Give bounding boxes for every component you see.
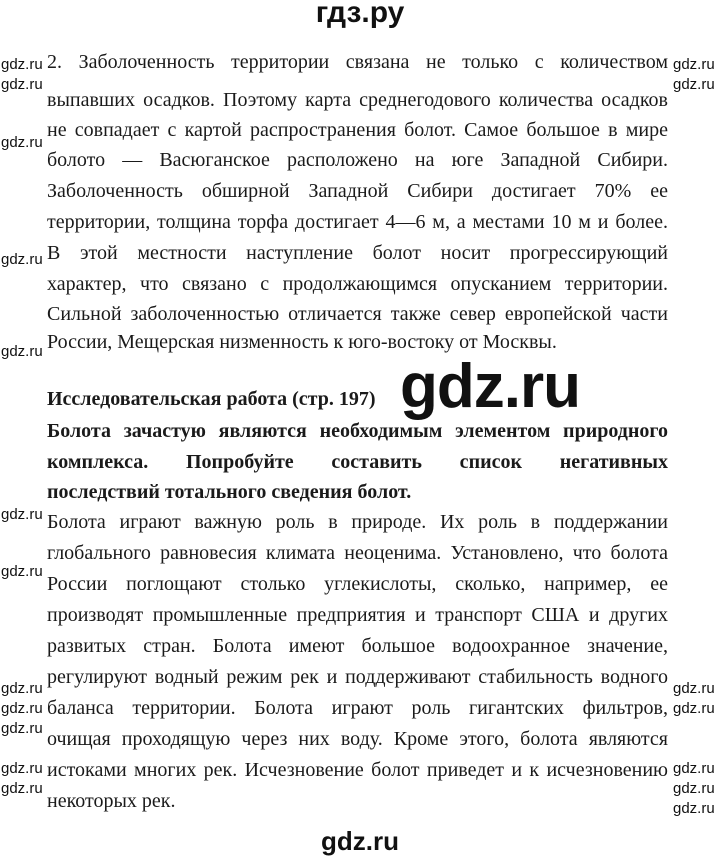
paragraph-line: выпавших осадков. Поэтому карта среднегодового количества осадков xyxy=(47,89,668,111)
watermark-small: gdz.ru xyxy=(1,680,43,697)
watermark-small: gdz.ru xyxy=(673,700,715,717)
watermark-small: gdz.ru xyxy=(673,780,715,797)
watermark-small: gdz.ru xyxy=(673,680,715,697)
paragraph-line: не совпадает с картой распространения болот. Самое большое в мире xyxy=(47,119,668,141)
watermark-small: gdz.ru xyxy=(673,76,715,93)
answer-line: некоторых рек. xyxy=(47,790,176,812)
answer-line: Болота играют важную роль в природе. Их роль в поддержании xyxy=(47,511,668,533)
watermark-small: gdz.ru xyxy=(1,343,43,360)
answer-line: развитых стран. Болота имеют большое водоохранное значение, xyxy=(47,635,668,657)
paragraph-line: 2. Заболоченность территории связана не только с количеством xyxy=(47,51,668,73)
question-line: последствий тотального сведения болот. xyxy=(47,481,412,503)
site-header-title: гдз.ру xyxy=(315,0,405,29)
watermark-small: gdz.ru xyxy=(1,700,43,717)
watermark-small: gdz.ru xyxy=(673,760,715,777)
watermark-small: gdz.ru xyxy=(1,760,43,777)
paragraph-line: Заболоченность обширной Западной Сибири достигает 70% ее xyxy=(47,180,668,202)
answer-line: очищая проходящую через них воду. Кроме этого, болота являются xyxy=(47,728,668,750)
paragraph-line: В этой местности наступление болот носит прогрессирующий xyxy=(47,242,668,264)
watermark-small: gdz.ru xyxy=(1,506,43,523)
answer-line: производят промышленные предприятия и транспорт США и других xyxy=(47,604,668,626)
watermark-small: gdz.ru xyxy=(673,56,715,73)
watermark-small: gdz.ru xyxy=(1,76,43,93)
paragraph-line: России, Мещерская низменность к юго-востоку от Москвы. xyxy=(47,331,557,353)
paragraph-line: болото — Васюганское расположено на юге Западной Сибири. xyxy=(47,149,668,171)
answer-line: России поглощают столько углекислоты, сколько, например, ее xyxy=(47,573,668,595)
answer-line: баланса территории. Болота играют роль гигантских фильтров, xyxy=(47,697,668,719)
watermark-large: gdz.ru xyxy=(400,352,580,421)
watermark-small: gdz.ru xyxy=(1,780,43,797)
answer-line: глобального равновесия климата неоценима. Установлено, что болота xyxy=(47,542,668,564)
watermark-small: gdz.ru xyxy=(1,251,43,268)
site-footer: gdz.ru xyxy=(321,826,399,856)
answer-line: истоками многих рек. Исчезновение болот приведет и к исчезновению xyxy=(47,759,668,781)
watermark-small: gdz.ru xyxy=(1,56,43,73)
answer-line: регулируют водный режим рек и поддерживают стабильность водного xyxy=(47,666,668,688)
question-line: комплекса. Попробуйте составить список негативных xyxy=(47,451,668,473)
paragraph-line: Сильной заболоченностью отличается также север европейской части xyxy=(47,303,668,325)
paragraph-line: характер, что связано с продолжающимся опусканием территории. xyxy=(47,273,668,295)
watermark-small: gdz.ru xyxy=(1,134,43,151)
watermark-small: gdz.ru xyxy=(1,563,43,580)
watermark-small: gdz.ru xyxy=(1,720,43,737)
paragraph-line: территории, толщина торфа достигает 4—6 м, а местами 10 м и более. xyxy=(47,211,668,233)
section-heading: Исследовательская работа (стр. 197) xyxy=(47,388,376,410)
question-line: Болота зачастую являются необходимым элементом природного xyxy=(47,420,668,442)
watermark-small: gdz.ru xyxy=(673,800,715,817)
